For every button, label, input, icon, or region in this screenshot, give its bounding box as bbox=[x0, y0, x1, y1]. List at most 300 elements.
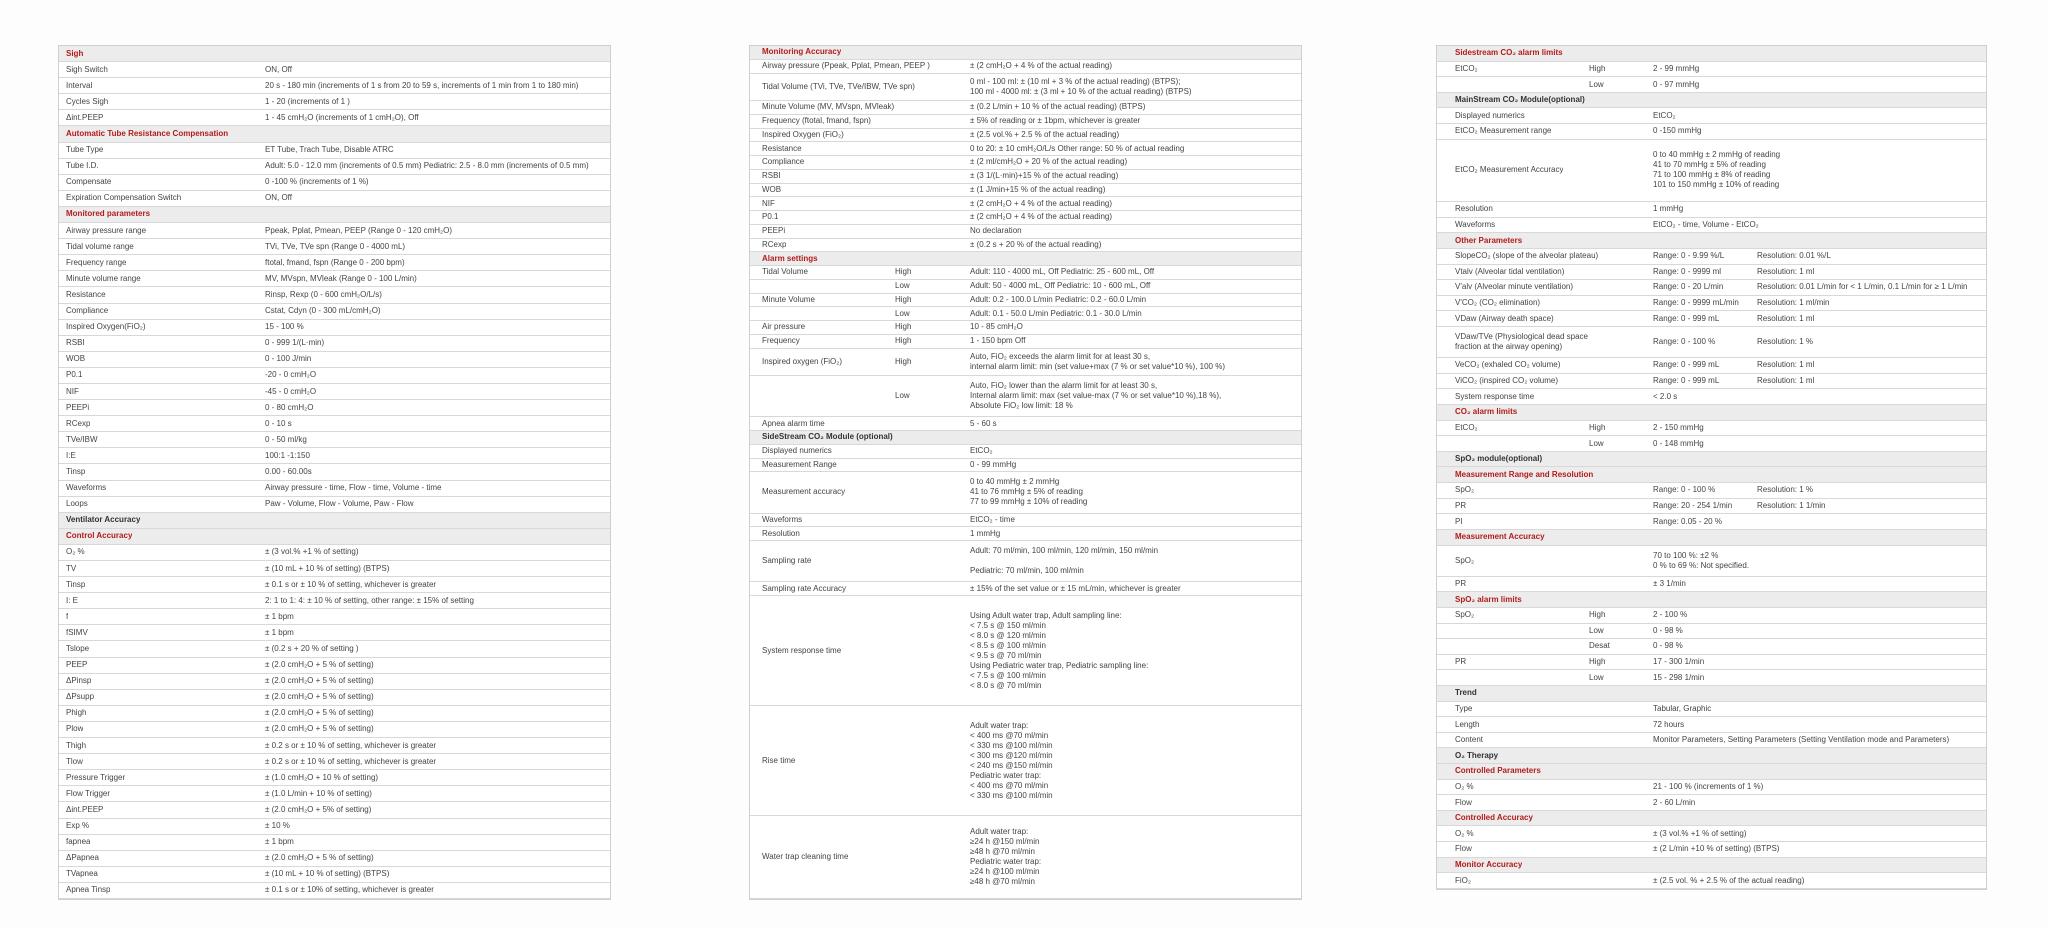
section-header bbox=[59, 46, 610, 62]
spec-label: Compliance bbox=[762, 157, 805, 167]
spec-row bbox=[750, 239, 1301, 253]
spec-value: Range: 0 - 999 mL bbox=[1653, 360, 1720, 370]
spec-row bbox=[1437, 218, 1986, 234]
limit-type: Low bbox=[895, 308, 910, 318]
spec-label: VeCO₂ (exhaled CO₂ volume) bbox=[1455, 360, 1561, 370]
section-title: Other Parameters bbox=[1455, 235, 1523, 245]
spec-row bbox=[1437, 655, 1986, 671]
spec-label: Tidal Volume (TVi, TVe, TVe/IBW, TVe spn) bbox=[762, 81, 915, 91]
spec-label: PEEP bbox=[66, 660, 88, 670]
spec-row bbox=[59, 819, 610, 835]
spec-value: ± (0.2 L/min + 10 % of the actual reading) (BTPS) bbox=[970, 102, 1146, 112]
spec-value: Rinsp, Rexp (0 - 600 cmH₂O/L/s) bbox=[265, 289, 382, 299]
spec-row bbox=[59, 497, 610, 513]
spec-row bbox=[750, 816, 1301, 899]
spec-label: Δint.PEEP bbox=[66, 804, 104, 814]
spec-column-1 bbox=[58, 45, 611, 900]
spec-label: Tube Type bbox=[66, 145, 104, 155]
spec-label: TVapnea bbox=[66, 869, 98, 879]
spec-resolution: Resolution: 1 ml bbox=[1757, 266, 1815, 276]
limit-type: Low bbox=[1589, 438, 1604, 448]
spec-label: Tslope bbox=[66, 644, 90, 654]
spec-row bbox=[1437, 826, 1986, 842]
spec-label: Resistance bbox=[762, 143, 802, 153]
spec-resolution: Resolution: 1 1/min bbox=[1757, 500, 1826, 510]
spec-row bbox=[59, 287, 610, 303]
spec-label: Compensate bbox=[66, 177, 112, 187]
spec-label: Apnea alarm time bbox=[762, 418, 825, 428]
spec-label: PEEPi bbox=[762, 226, 786, 236]
spec-row bbox=[1437, 670, 1986, 686]
spec-value: Airway pressure - time, Flow - time, Volume - time bbox=[265, 483, 442, 493]
spec-label: RSBI bbox=[762, 171, 781, 181]
spec-value: Range: 0 - 20 L/min bbox=[1653, 282, 1724, 292]
limit-type: Desat bbox=[1589, 641, 1610, 651]
spec-label: P0.1 bbox=[762, 212, 779, 222]
spec-value: 0 to 40 mmHg ± 2 mmHg 41 to 76 mmHg ± 5% of reading 77 to 99 mmHg ± 10% of reading bbox=[970, 477, 1088, 507]
spec-row bbox=[1437, 202, 1986, 218]
spec-value: ± (1.0 cmH₂O + 10 % of setting) bbox=[265, 772, 379, 782]
spec-value: Tabular, Graphic bbox=[1653, 703, 1712, 713]
spec-column-2 bbox=[749, 45, 1302, 900]
limit-type: High bbox=[895, 336, 912, 346]
spec-label: V'CO₂ (CO₂ elimination) bbox=[1455, 298, 1541, 308]
spec-value: 0 -150 mmHg bbox=[1653, 126, 1702, 136]
spec-row bbox=[750, 514, 1301, 528]
spec-row bbox=[59, 432, 610, 448]
section-title: O₂ Therapy bbox=[1455, 750, 1499, 760]
spec-label: RCexp bbox=[66, 418, 91, 428]
spec-label: P0.1 bbox=[66, 370, 83, 380]
section-title: SideStream CO₂ Module (optional) bbox=[762, 432, 893, 442]
spec-label: Frequency (ftotal, fmand, fspn) bbox=[762, 116, 871, 126]
section-header bbox=[1437, 93, 1986, 109]
spec-row bbox=[59, 78, 610, 94]
spec-row bbox=[59, 481, 610, 497]
spec-column-3 bbox=[1436, 45, 1987, 890]
spec-label: EtCO₂ Measurement range bbox=[1455, 126, 1552, 136]
section-title: MainStream CO₂ Module(optional) bbox=[1455, 95, 1585, 105]
spec-value: 2 - 150 mmHg bbox=[1653, 422, 1704, 432]
spec-label: Minute Volume bbox=[762, 294, 815, 304]
spec-label: EtCO₂ Measurement Accuracy bbox=[1455, 165, 1564, 175]
limit-type: High bbox=[1589, 657, 1606, 667]
spec-value: 0 - 999 1/(L·min) bbox=[265, 338, 325, 348]
spec-row bbox=[59, 577, 610, 593]
spec-row bbox=[750, 706, 1301, 816]
spec-value: ± (2.0 cmH₂O + 5 % of setting) bbox=[265, 676, 374, 686]
section-title: Automatic Tube Resistance Compensation bbox=[66, 129, 229, 139]
spec-value: ± (1.0 L/min + 10 % of setting) bbox=[265, 788, 372, 798]
spec-value: Adult: 0.1 - 50.0 L/min Pediatric: 0.1 - 30.0 L/min bbox=[970, 308, 1142, 318]
spec-label: f bbox=[66, 611, 69, 621]
spec-row bbox=[59, 62, 610, 78]
spec-label: Tidal Volume bbox=[762, 267, 808, 277]
spec-row bbox=[1437, 280, 1986, 296]
spec-value: 0 - 50 ml/kg bbox=[265, 434, 307, 444]
spec-label: Tinsp bbox=[66, 466, 86, 476]
spec-row bbox=[59, 320, 610, 336]
section-title: Alarm settings bbox=[762, 253, 818, 263]
section-header bbox=[1437, 467, 1986, 483]
spec-value: Range: 0 - 9999 mL/min bbox=[1653, 298, 1739, 308]
spec-value: Paw - Volume, Flow - Volume, Paw - Flow bbox=[265, 499, 414, 509]
spec-row bbox=[59, 368, 610, 384]
section-header bbox=[1437, 405, 1986, 421]
spec-label: Flow Trigger bbox=[66, 788, 111, 798]
spec-value: ± 1 bpm bbox=[265, 837, 294, 847]
spec-label: Vtalv (Alveolar tidal ventilation) bbox=[1455, 266, 1565, 276]
spec-row bbox=[59, 609, 610, 625]
spec-label: SpO₂ bbox=[1455, 555, 1475, 565]
section-header bbox=[59, 513, 610, 529]
spec-label: WOB bbox=[762, 184, 782, 194]
spec-label: PR bbox=[1455, 500, 1467, 510]
spec-value: ± (2.5 vol. % + 2.5 % of the actual reading) bbox=[1653, 875, 1805, 885]
spec-value: Range: 0 - 9.99 %/L bbox=[1653, 251, 1725, 261]
spec-row bbox=[1437, 873, 1986, 889]
spec-value: ± (2.0 cmH₂O + 5 % of setting) bbox=[265, 692, 374, 702]
spec-row bbox=[1437, 77, 1986, 93]
limit-type: High bbox=[895, 267, 912, 277]
spec-value: Auto, FiO₂ exceeds the alarm limit for at least 30 s, internal alarm limit: min (set value+max (7 % or set value*10 %), 100 %) bbox=[970, 351, 1225, 371]
spec-row bbox=[59, 867, 610, 883]
spec-value: Adult: 0.2 - 100.0 L/min Pediatric: 0.2 - 60.0 L/min bbox=[970, 294, 1147, 304]
section-title: Ventilator Accuracy bbox=[66, 515, 141, 525]
section-title: Monitor Accuracy bbox=[1455, 859, 1523, 869]
spec-row bbox=[750, 101, 1301, 115]
spec-label: Exp % bbox=[66, 821, 90, 831]
spec-label: TV bbox=[66, 563, 77, 573]
spec-value: Monitor Parameters, Setting Parameters (Setting Ventilation mode and Parameters) bbox=[1653, 735, 1950, 745]
spec-row bbox=[59, 143, 610, 159]
section-header bbox=[1437, 858, 1986, 874]
spec-label: PR bbox=[1455, 579, 1467, 589]
spec-row bbox=[59, 304, 610, 320]
spec-label: RCexp bbox=[762, 239, 787, 249]
limit-type: High bbox=[1589, 610, 1606, 620]
spec-value: ± 0.1 s or ± 10 % of setting, whichever is greater bbox=[265, 579, 437, 589]
spec-label: NIF bbox=[66, 386, 79, 396]
spec-row bbox=[59, 384, 610, 400]
spec-row bbox=[1437, 639, 1986, 655]
spec-value: Using Adult water trap, Adult sampling line: < 7.5 s @ 150 ml/min < 8.0 s @ 120 ml/min < 8.5 s @ 100 ml/min < 9.5 s @ 70 ml/min Using Pediatric water trap, Pediatric sampling line: < 7.5 s @ 100 ml/min < 8.0 s @ 70 ml/min bbox=[970, 610, 1149, 690]
spec-label: ΔPsupp bbox=[66, 692, 95, 702]
spec-row bbox=[1437, 62, 1986, 78]
spec-row bbox=[59, 786, 610, 802]
section-title: SpO₂ alarm limits bbox=[1455, 594, 1522, 604]
spec-row bbox=[1437, 608, 1986, 624]
spec-value: ± 5% of reading or ± 1bpm, whichever is greater bbox=[970, 116, 1141, 126]
spec-value: Range: 20 - 254 1/min bbox=[1653, 500, 1733, 510]
spec-resolution: Resolution: 1 ml bbox=[1757, 313, 1815, 323]
section-title: Measurement Accuracy bbox=[1455, 532, 1545, 542]
spec-label: EtCO₂ bbox=[1455, 422, 1478, 432]
spec-label: O₂ % bbox=[66, 547, 85, 557]
spec-value: 1 mmHg bbox=[970, 528, 1001, 538]
spec-row bbox=[750, 74, 1301, 102]
spec-label: I:E bbox=[66, 450, 76, 460]
spec-row bbox=[1437, 702, 1986, 718]
spec-label: Sampling rate Accuracy bbox=[762, 583, 847, 593]
spec-label: Displayed numerics bbox=[1455, 110, 1525, 120]
spec-row bbox=[59, 352, 610, 368]
spec-value: ± 1 bpm bbox=[265, 627, 294, 637]
spec-value: ± (10 mL + 10 % of setting) (BTPS) bbox=[265, 563, 390, 573]
spec-label: Tlow bbox=[66, 756, 83, 766]
spec-label: VDaw/TVe (Physiological dead space fraction at the airway opening) bbox=[1455, 332, 1588, 352]
section-title: SpO₂ module(optional) bbox=[1455, 454, 1543, 464]
spec-row bbox=[750, 349, 1301, 377]
section-title: Measurement Range and Resolution bbox=[1455, 469, 1594, 479]
section-title: Controlled Parameters bbox=[1455, 766, 1541, 776]
spec-value: ± (2.0 cmH₂O + 5% of setting) bbox=[265, 804, 372, 814]
spec-row bbox=[59, 94, 610, 110]
spec-resolution: Resolution: 0.01 L/min for < 1 L/min, 0.1 L/min for ≥ 1 L/min bbox=[1757, 282, 1968, 292]
spec-label: WOB bbox=[66, 354, 86, 364]
spec-row bbox=[750, 445, 1301, 459]
spec-label: Waveforms bbox=[66, 483, 107, 493]
spec-label: Apnea Tinsp bbox=[66, 885, 111, 895]
spec-value: 70 to 100 %: ±2 % 0 % to 69 %: Not specified. bbox=[1653, 550, 1750, 570]
spec-row bbox=[1437, 483, 1986, 499]
spec-value: EtCO₂ - time bbox=[970, 514, 1015, 524]
spec-row bbox=[59, 674, 610, 690]
spec-row bbox=[59, 336, 610, 352]
spec-value: 0 to 20: ± 10 cmH₂O/L/s Other range: 50 % of actual reading bbox=[970, 143, 1185, 153]
spec-label: fapnea bbox=[66, 837, 91, 847]
spec-value: EtCO₂ bbox=[1653, 110, 1676, 120]
spec-row bbox=[59, 561, 610, 577]
spec-label: Tube I.D. bbox=[66, 161, 99, 171]
spec-value: ± (1 J/min+15 % of the actual reading) bbox=[970, 184, 1106, 194]
spec-label: SpO₂ bbox=[1455, 485, 1475, 495]
spec-row bbox=[1437, 514, 1986, 530]
spec-value: 0 - 80 cmH₂O bbox=[265, 402, 314, 412]
section-title: Controlled Accuracy bbox=[1455, 813, 1533, 823]
limit-type: High bbox=[895, 322, 912, 332]
spec-row bbox=[750, 527, 1301, 541]
spec-value: 21 - 100 % (increments of 1 %) bbox=[1653, 781, 1764, 791]
spec-row bbox=[59, 545, 610, 561]
spec-value: 0 - 148 mmHg bbox=[1653, 438, 1704, 448]
limit-type: Low bbox=[1589, 79, 1604, 89]
limit-type: High bbox=[895, 356, 912, 366]
spec-value: 1 mmHg bbox=[1653, 204, 1684, 214]
spec-label: Content bbox=[1455, 735, 1484, 745]
section-header bbox=[59, 529, 610, 545]
spec-value: Adult water trap: < 400 ms @70 ml/min < 330 ms @100 ml/min < 300 ms @120 ml/min < 240 ms @150 ml/min Pediatric water trap: < 400 ms @70 ml/min < 330 ms @100 ml/min bbox=[970, 720, 1053, 800]
spec-value: Adult water trap: ≥24 h @150 ml/min ≥48 h @70 ml/min Pediatric water trap: ≥24 h @100 ml/min ≥48 h @70 ml/min bbox=[970, 826, 1042, 886]
spec-label: Inspired Oxygen(FiO₂) bbox=[66, 322, 146, 332]
spec-label: Minute volume range bbox=[66, 273, 141, 283]
spec-label: Plow bbox=[66, 724, 84, 734]
spec-value: Range: 0 - 100 % bbox=[1653, 485, 1716, 495]
spec-value: 10 - 85 cmH₂O bbox=[970, 322, 1023, 332]
spec-label: Cycles Sigh bbox=[66, 96, 109, 106]
spec-value: ± 0.1 s or ± 10% of setting, whichever is greater bbox=[265, 885, 434, 895]
spec-label: TVe/IBW bbox=[66, 434, 98, 444]
spec-row bbox=[59, 448, 610, 464]
spec-value: 1 - 20 (increments of 1 ) bbox=[265, 96, 350, 106]
spec-label: Resolution bbox=[762, 528, 800, 538]
spec-value: 0 to 40 mmHg ± 2 mmHg of reading 41 to 70 mmHg ± 5% of reading 71 to 100 mmHg ± 8% of reading 101 to 150 mmHg ± 10% of reading bbox=[1653, 150, 1781, 190]
limit-type: Low bbox=[895, 391, 910, 401]
spec-label: Thigh bbox=[66, 740, 87, 750]
spec-row bbox=[1437, 108, 1986, 124]
section-header bbox=[1437, 811, 1986, 827]
spec-value: Range: 0 - 100 % bbox=[1653, 337, 1716, 347]
spec-value: ± 3 1/min bbox=[1653, 579, 1686, 589]
spec-label: System response time bbox=[762, 645, 842, 655]
spec-value: 1 - 150 bpm Off bbox=[970, 336, 1026, 346]
spec-row bbox=[59, 690, 610, 706]
spec-row bbox=[1437, 374, 1986, 390]
spec-value: TVi, TVe, TVe spn (Range 0 - 4000 mL) bbox=[265, 241, 406, 251]
spec-row bbox=[750, 170, 1301, 184]
spec-label: Tidal volume range bbox=[66, 241, 134, 251]
section-header bbox=[1437, 748, 1986, 764]
section-header bbox=[59, 207, 610, 223]
spec-label: Measurement Range bbox=[762, 459, 837, 469]
spec-row bbox=[59, 464, 610, 480]
spec-row bbox=[750, 321, 1301, 335]
section-header bbox=[1437, 592, 1986, 608]
spec-label: Flow bbox=[1455, 797, 1472, 807]
spec-resolution: Resolution: 0.01 %/L bbox=[1757, 251, 1831, 261]
spec-resolution: Resolution: 1 % bbox=[1757, 337, 1814, 347]
spec-value: EtCO₂ - time, Volume - EtCO₂ bbox=[1653, 220, 1759, 229]
spec-row bbox=[59, 722, 610, 738]
spec-label: Airway pressure (Ppeak, Pplat, Pmean, PEEP ) bbox=[762, 61, 930, 71]
spec-label: Inspired oxygen (FiO₂) bbox=[762, 356, 843, 366]
spec-value: 2 - 60 L/min bbox=[1653, 797, 1696, 807]
spec-value: -20 - 0 cmH₂O bbox=[265, 370, 317, 380]
spec-row bbox=[1437, 624, 1986, 640]
spec-row bbox=[750, 541, 1301, 582]
spec-label: V'alv (Alveolar minute ventilation) bbox=[1455, 282, 1574, 292]
section-title: Control Accuracy bbox=[66, 531, 133, 541]
spec-label: Frequency range bbox=[66, 257, 127, 267]
section-title: Sidestream CO₂ alarm limits bbox=[1455, 48, 1563, 58]
spec-value: Adult: 110 - 4000 mL, Off Pediatric: 25 - 600 mL, Off bbox=[970, 267, 1155, 277]
spec-value: ± (3 1/(L·min)+15 % of the actual reading) bbox=[970, 171, 1119, 181]
spec-row bbox=[59, 883, 610, 899]
spec-label: Sampling rate bbox=[762, 556, 812, 566]
spec-value: 15 - 100 % bbox=[265, 322, 304, 332]
spec-row bbox=[59, 271, 610, 287]
spec-row bbox=[1437, 842, 1986, 858]
spec-value: ± (2 cmH₂O + 4 % of the actual reading) bbox=[970, 61, 1113, 71]
spec-value: 0 -100 % (increments of 1 %) bbox=[265, 177, 369, 187]
spec-row bbox=[750, 596, 1301, 706]
spec-label: Δint.PEEP bbox=[66, 112, 104, 122]
spec-value: ± (2.0 cmH₂O + 5 % of setting) bbox=[265, 724, 374, 734]
spec-value: ± (2 L/min +10 % of setting) (BTPS) bbox=[1653, 844, 1780, 854]
spec-value: 0.00 - 60.00s bbox=[265, 466, 312, 476]
spec-value: ± 0.2 s or ± 10 % of setting, whichever is greater bbox=[265, 740, 437, 750]
spec-row bbox=[59, 770, 610, 786]
section-title: Trend bbox=[1455, 688, 1477, 698]
spec-value: ± 15% of the set value or ± 15 mL/min, whichever is greater bbox=[970, 583, 1181, 593]
spec-row bbox=[59, 835, 610, 851]
spec-label: FiO₂ bbox=[1455, 875, 1471, 885]
spec-row bbox=[1437, 733, 1986, 749]
spec-row bbox=[59, 641, 610, 657]
spec-label: NIF bbox=[762, 198, 775, 208]
spec-row bbox=[750, 197, 1301, 211]
spec-value: Adult: 70 ml/min, 100 ml/min, 120 ml/min, 150 ml/min Pediatric: 70 ml/min, 100 ml/min bbox=[970, 546, 1159, 576]
spec-value: 5 - 60 s bbox=[970, 418, 997, 428]
spec-label: Flow bbox=[1455, 844, 1472, 854]
spec-value: -45 - 0 cmH₂O bbox=[265, 386, 317, 396]
spec-value: ± 10 % bbox=[265, 821, 290, 831]
spec-label: Air pressure bbox=[762, 322, 806, 332]
section-header bbox=[750, 46, 1301, 60]
spec-label: Resolution bbox=[1455, 204, 1493, 214]
spec-value: 100:1 -1:150 bbox=[265, 450, 310, 460]
spec-value: 0 - 97 mmHg bbox=[1653, 79, 1700, 89]
spec-resolution: Resolution: 1 ml bbox=[1757, 360, 1815, 370]
section-header bbox=[1437, 764, 1986, 780]
spec-label: Frequency bbox=[762, 336, 800, 346]
spec-label: Displayed numerics bbox=[762, 446, 832, 456]
spec-row bbox=[59, 738, 610, 754]
limit-type: Low bbox=[1589, 625, 1604, 635]
spec-label: O₂ % bbox=[1455, 781, 1474, 791]
spec-row bbox=[1437, 577, 1986, 593]
spec-value: ± (2.0 cmH₂O + 5 % of setting) bbox=[265, 853, 374, 863]
spec-label: Minute Volume (MV, MVspn, MVleak) bbox=[762, 102, 895, 112]
spec-row bbox=[1437, 436, 1986, 452]
spec-row bbox=[59, 239, 610, 255]
spec-label: Loops bbox=[66, 499, 88, 509]
spec-label: Phigh bbox=[66, 708, 87, 718]
spec-row bbox=[1437, 795, 1986, 811]
spec-row bbox=[1437, 265, 1986, 281]
spec-value: ± (0.2 s + 20 % of the actual reading) bbox=[970, 239, 1102, 249]
section-title: Sigh bbox=[66, 48, 84, 58]
spec-row bbox=[1437, 546, 1986, 577]
spec-row bbox=[1437, 358, 1986, 374]
spec-row bbox=[750, 459, 1301, 473]
spec-value: ± (2.0 cmH₂O + 5 % of setting) bbox=[265, 660, 374, 670]
section-header bbox=[1437, 233, 1986, 249]
spec-value: 72 hours bbox=[1653, 719, 1685, 729]
spec-value: ± (2.5 vol.% + 2.5 % of the actual reading) bbox=[970, 129, 1120, 139]
spec-value: Cstat, Cdyn (0 - 300 mL/cmH₂O) bbox=[265, 306, 381, 316]
limit-type: Low bbox=[895, 281, 910, 291]
spec-value: < 2.0 s bbox=[1653, 391, 1678, 401]
limit-type: High bbox=[895, 294, 912, 304]
spec-row bbox=[1437, 389, 1986, 405]
spec-label: Rise time bbox=[762, 755, 796, 765]
limit-type: Low bbox=[1589, 672, 1604, 682]
spec-row bbox=[1437, 124, 1986, 140]
spec-value: 0 - 98 % bbox=[1653, 625, 1683, 635]
spec-row bbox=[750, 335, 1301, 349]
spec-row bbox=[59, 110, 610, 126]
spec-value: ± (0.2 s + 20 % of setting ) bbox=[265, 644, 359, 654]
spec-label: Interval bbox=[66, 80, 93, 90]
spec-label: Type bbox=[1455, 703, 1473, 713]
spec-value: Adult: 50 - 4000 mL, Off Pediatric: 10 - 600 mL, Off bbox=[970, 281, 1151, 291]
spec-value: 2 - 99 mmHg bbox=[1653, 63, 1700, 73]
spec-row bbox=[59, 255, 610, 271]
spec-value: ± 1 bpm bbox=[265, 611, 294, 621]
spec-row bbox=[750, 582, 1301, 596]
spec-row bbox=[750, 417, 1301, 431]
